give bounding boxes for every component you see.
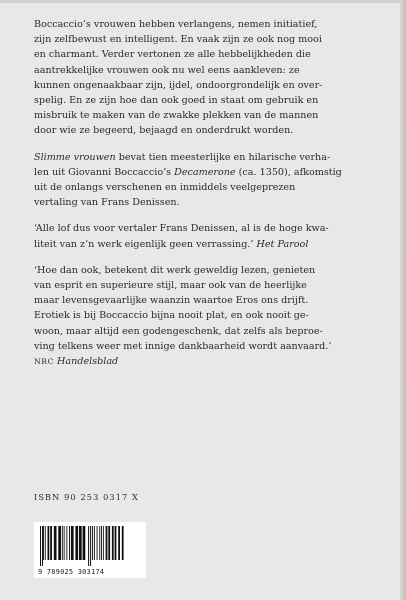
text-line [34, 324, 384, 339]
text-line [34, 237, 384, 252]
text-line [34, 108, 384, 123]
blurb-text [34, 17, 384, 380]
cover-top-edge [0, 0, 406, 3]
text-line [34, 78, 384, 93]
barcode-digits: 9 789025 303174 [38, 568, 105, 576]
text-line [34, 195, 384, 210]
text-run: zijn zelfbewust en intelligent. En vaak zijn ze ook nog mooi [34, 34, 322, 46]
cover-spine-edge [400, 0, 406, 600]
text-run: Decamerone [174, 166, 236, 178]
text-line [34, 339, 384, 354]
text-line [34, 180, 384, 195]
text-line [34, 293, 384, 308]
text-run: ving telkens weer met innige dankbaarheid wordt aanvaard.’ [34, 340, 332, 352]
text-run: len uit Giovanni Boccaccio’s [34, 166, 175, 178]
text-run: aantrekkelijke vrouwen ook nu wel eens aankleven: ze [34, 64, 300, 76]
text-line [34, 47, 384, 62]
paragraph [34, 263, 384, 369]
text-line [34, 150, 384, 165]
text-run: Boccaccio’s vrouwen hebben verlangens, nemen initiatief, [34, 19, 318, 30]
text-line [34, 63, 384, 78]
text-run: Handelsblad [57, 356, 119, 368]
text-line [34, 263, 384, 278]
text-run: uit de onlangs verschenen en inmiddels veelgeprezen [34, 182, 296, 194]
text-run: door wie ze begeerd, bejaagd en onderdrukt worden. [34, 125, 294, 137]
text-run: en charmant. Verder vertonen ze alle hebbelijkheden die [34, 49, 311, 61]
text-run: Erotiek is bij Boccaccio bijna nooit plat, en ook nooit ge- [34, 310, 309, 322]
text-run: ‘Hoe dan ook, betekent dit werk geweldig lezen, genieten [34, 264, 316, 276]
text-line [34, 221, 384, 236]
text-line [34, 354, 384, 369]
text-line [34, 32, 384, 47]
text-run: misbruik te maken van de zwakke plekken van de mannen [34, 110, 319, 122]
barcode-bars-icon [40, 526, 140, 566]
paragraph [34, 221, 384, 251]
text-line [34, 123, 384, 138]
text-line [34, 17, 384, 32]
text-run: liteit van z’n werk eigenlijk geen verrassing.’ [34, 238, 257, 250]
text-run: Het Parool [256, 238, 309, 250]
text-run: spelig. En ze zijn hoe dan ook goed in staat om gebruik en [34, 95, 319, 107]
text-run: woon, maar altijd een godengeschenk, dat zelfs als beproe- [34, 325, 323, 337]
text-line [34, 308, 384, 323]
text-run: bevat tien meesterlijke en hilarische verha- [115, 151, 331, 163]
text-run: van esprit en superieure stijl, maar ook van de heerlijke [34, 280, 307, 292]
text-run: NRC [34, 357, 54, 367]
text-line [34, 93, 384, 108]
text-run: Slimme vrouwen [34, 151, 116, 163]
text-run: kunnen ongenaakbaar zijn, ijdel, ondoorgrondelijk en over- [34, 79, 323, 91]
text-run: vertaling van Frans Denissen. [34, 197, 180, 209]
text-line [34, 165, 384, 180]
text-run: maar levensgevaarlijke waanzin waartoe Eros ons drijft. [34, 295, 309, 307]
isbn-number: ISBN 90 253 0317 X [34, 492, 139, 502]
text-line [34, 278, 384, 293]
paragraph [34, 17, 384, 139]
text-run: (ca. 1350), afkomstig [235, 166, 342, 178]
text-run: ‘Alle lof dus voor vertaler Frans Denissen, al is de hoge kwa- [34, 223, 329, 235]
barcode [34, 522, 146, 578]
paragraph [34, 150, 384, 211]
